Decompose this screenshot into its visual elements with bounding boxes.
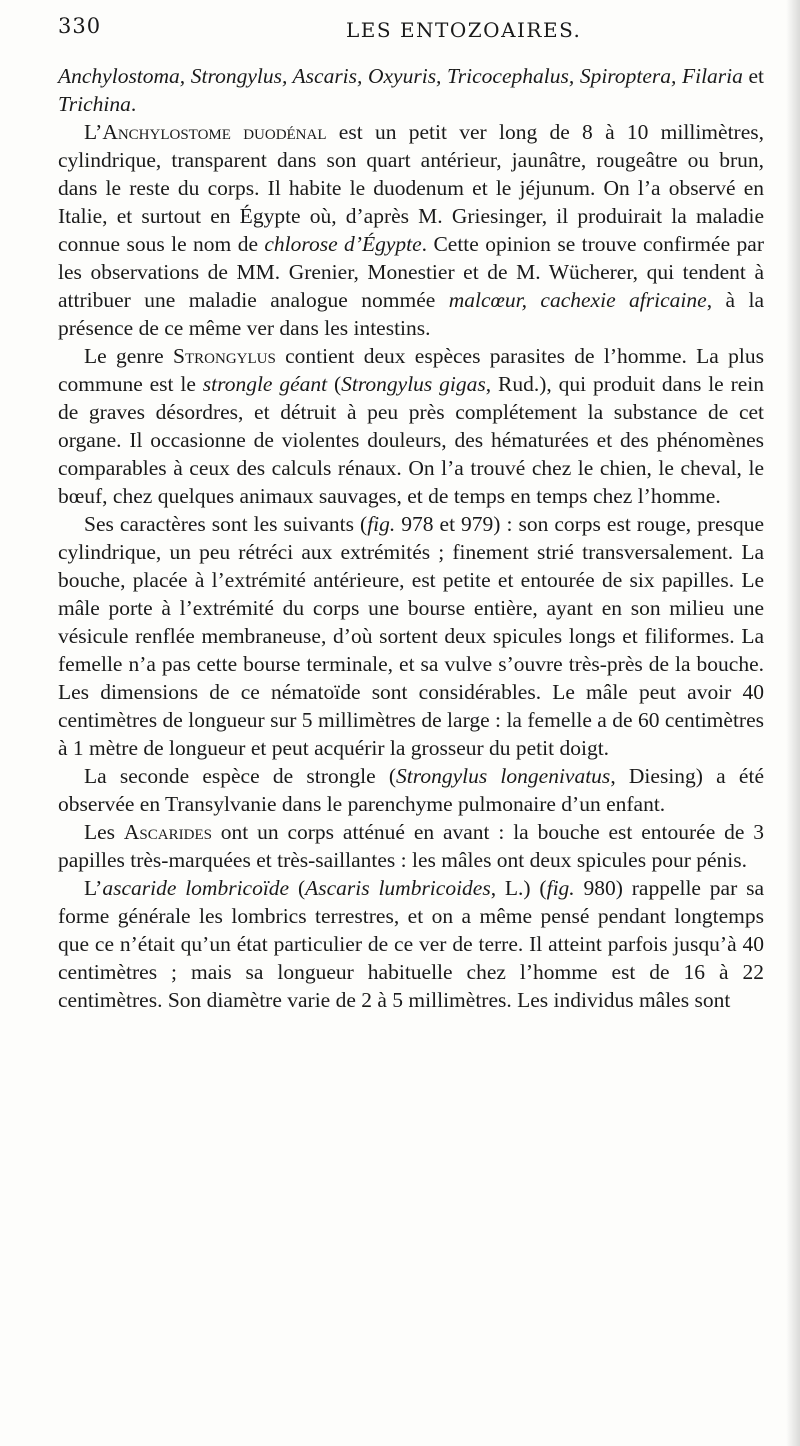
strongylus-paren: (: [327, 372, 342, 396]
page-edge-shadow: [786, 0, 800, 1446]
anchylostome-chlorose: chlorose d’Égypte: [264, 232, 422, 256]
caracteres-fig: fig.: [367, 512, 396, 536]
paragraph-genera-list: [58, 62, 764, 118]
body-text: [58, 62, 764, 1014]
paragraph-caracteres: [58, 510, 764, 762]
lombricoide-text-3: 980) rappelle par sa forme générale les lombrics terrestres, et on a même pensé pendant longtemps que ce n’était qu’un état particulier de ce ver de terre. Il atteint parfois jusqu’à 40 centimètres ; mais sa longueur habituelle chez l’homme est de 16 à 22 centimètres. Son diamètre varie de 2 à 5 millimètres. Les individus mâles sont: [58, 876, 764, 1012]
strongylus-text-2: contient deux espèces parasites de l’homme. La plus commune est le: [58, 344, 764, 396]
anchylostome-malcoeur: malcœur, cachexie africaine: [448, 288, 707, 312]
lombricoide-text-1: L’: [84, 876, 103, 900]
anchylostome-heading: L’Anchylostome duodénal: [84, 120, 327, 144]
paragraph-ascarides: [58, 818, 764, 874]
lombricoide-paren: (: [289, 876, 306, 900]
lombricoide-fig: fig.: [546, 876, 575, 900]
seconde-text-1: La seconde espèce de strongle (: [84, 764, 397, 788]
strongylus-strongle-geant: strongle géant: [202, 372, 328, 396]
anchylostome-text-1: est un petit ver long de 8 à 10 millimètres, cylindrique, transparent dans son quart antérieur, jaunâtre, rougeâtre ou brun, dans le reste du corps. Il habite le duodenum et le jéjunum. On l’a observé en Italie, et surtout en Égypte où, d’après M. Griesinger, il produirait la maladie connue sous le nom de: [58, 120, 764, 256]
seconde-text-2: , Diesing) a été observée en Transylvanie dans le parenchyme pulmonaire d’un enfant.: [58, 764, 764, 816]
caracteres-text-2: 978 et 979) : son corps est rouge, presque cylindrique, un peu rétréci aux extrémités ; finement strié transversalement. La bouche, placée à l’extrémité antérieure, est petite et entourée de six papilles. Le mâle porte à l’extrémité du corps une bourse entière, ayant en son milieu une vésicule renflée membraneuse, d’où sortent deux spicules longs et filiformes. La femelle n’a pas cette bourse terminale, et sa vulve s’ouvre très-près de la bouche. Les dimensions de ce nématoïde sont considérables. Le mâle peut avoir 40 centimètres de longueur sur 5 millimètres de large : la femelle a de 60 centimètres à 1 mètre de longueur et peut acquérir la grosseur du petit doigt.: [58, 512, 764, 760]
paragraph-seconde-espece: [58, 762, 764, 818]
ascarides-text-2: ont un corps atténué en avant : la bouche est entourée de 3 papilles très-marquées et très-saillantes : les mâles ont deux spicules pour pénis.: [58, 820, 765, 872]
paragraph-strongylus: [58, 342, 764, 510]
genera-list-end: .: [130, 92, 137, 116]
strongylus-text-1: Le genre: [84, 344, 174, 368]
page-header: [58, 14, 778, 48]
anchylostome-text-3: , à la présence de ce même ver dans les intestins.: [58, 288, 764, 340]
seconde-longenivatus: Strongylus longenivatus: [396, 764, 611, 788]
strongylus-gigas: Strongylus gigas: [341, 372, 486, 396]
genera-list-trichina: Trichina: [58, 92, 131, 116]
anchylostome-text-2: . Cette opinion se trouve confirmée par les observations de MM. Grenier, Monestier et de M. Wücherer, qui tendent à attribuer une maladie analogue nommée: [58, 232, 764, 312]
strongylus-text-3: , Rud.), qui produit dans le rein de graves désordres, et détruit à peu près complétement la substance de cet organe. Il occasionne de violentes douleurs, des hématurées et des phénomènes comparables à ceux des calculs rénaux. On l’a trouvé chez le chien, le cheval, le bœuf, chez quelques animaux sauvages, et de temps en temps chez l’homme.: [58, 372, 764, 508]
running-title: LES ENTOZOAIRES.: [346, 18, 582, 42]
lombricoide-latin: Ascaris lumbricoides: [305, 876, 491, 900]
genera-list-italic: Anchylostoma, Strongylus, Ascaris, Oxyuris, Tricocephalus, Spiroptera, Filaria: [58, 64, 743, 88]
paragraph-anchylostome: [58, 118, 764, 342]
genera-list-connector: et: [742, 64, 764, 88]
lombricoide-text-2: , L.) (: [490, 876, 547, 900]
strongylus-heading: Strongylus: [173, 344, 276, 368]
paragraph-ascaride-lombricoide: [58, 874, 764, 1014]
lombricoide-name: ascaride lombricoïde: [102, 876, 290, 900]
page-number: 330: [58, 14, 102, 38]
ascarides-heading: Ascarides: [123, 820, 212, 844]
caracteres-text-1: Ses caractères sont les suivants (: [84, 512, 368, 536]
ascarides-text-1: Les: [84, 820, 124, 844]
